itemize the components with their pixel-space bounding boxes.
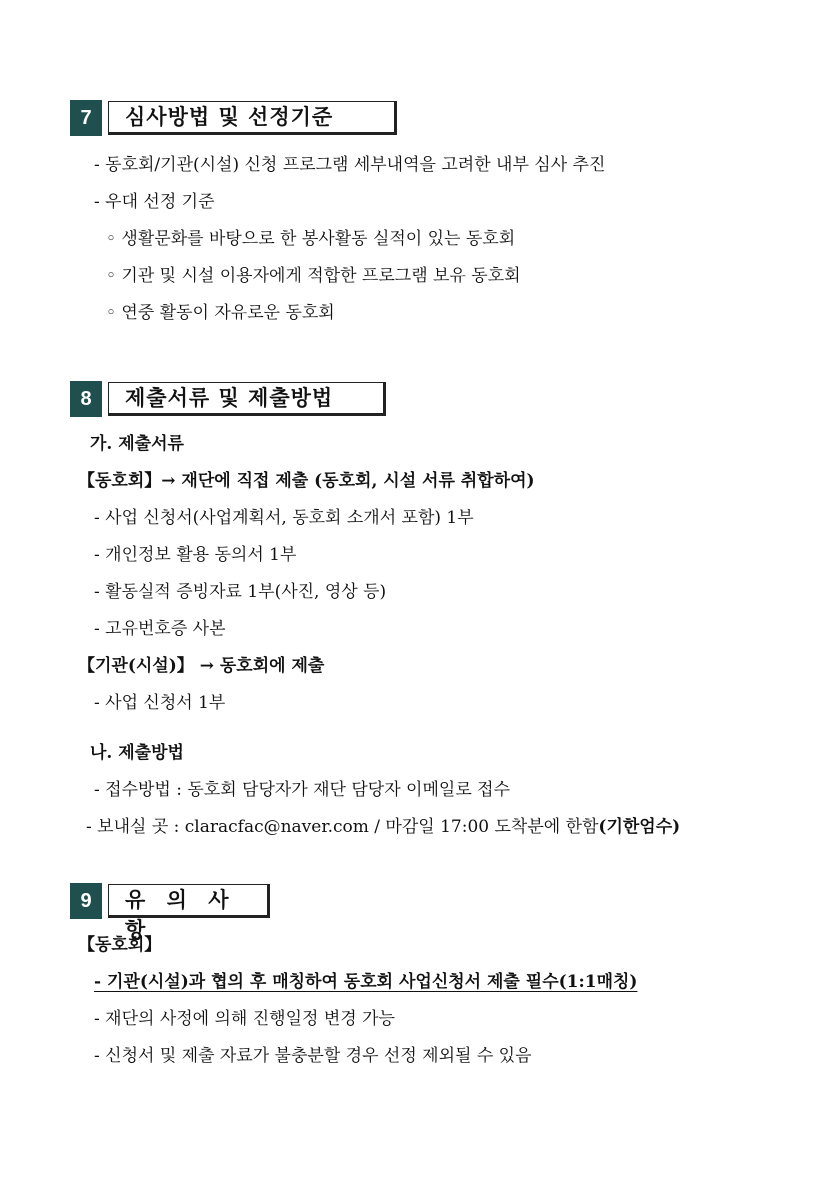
club-document-4: - 고유번호증 사본 [94,619,226,639]
section-9-number: 9 [70,883,102,919]
deadline-strict-note: (기한엄수) [598,817,681,837]
institution-submission-header: 【기관(시설)】 → 동호회에 제출 [78,656,325,676]
section-7-criteria-1: ◦ 생활문화를 바탕으로 한 봉사활동 실적이 있는 동호회 [106,229,516,249]
section-9-club-header: 【동호회】 [78,935,162,955]
club-submission-header: 【동호회】→ 재단에 직접 제출 (동호회, 시설 서류 취합하여) [78,471,535,491]
section-7-criteria-2: ◦ 기관 및 시설 이용자에게 적합한 프로그램 보유 동호회 [106,266,521,286]
submission-method: - 접수방법 : 동호회 담당자가 재단 담당자 이메일로 접수 [94,780,510,800]
notice-item-1: - 기관(시설)과 협의 후 매칭하여 동호회 사업신청서 제출 필수(1:1매칭) [94,972,638,992]
notice-item-3: - 신청서 및 제출 자료가 불충분할 경우 선정 제외될 수 있음 [94,1046,532,1066]
section-7-number: 7 [70,100,102,136]
section-8-title: 제출서류 및 제출방법 [108,382,386,416]
section-9-title: 유 의 사 항 [108,884,270,918]
section-8-number: 8 [70,381,102,417]
section-7-line-2: - 우대 선정 기준 [94,192,215,212]
section-7-title: 심사방법 및 선정기준 [108,101,397,135]
club-document-1: - 사업 신청서(사업계획서, 동호회 소개서 포함) 1부 [94,508,474,528]
club-document-3: - 활동실적 증빙자료 1부(사진, 영상 등) [94,582,387,602]
submission-address [86,816,680,838]
institution-document-1: - 사업 신청서 1부 [94,693,226,713]
section-7-line-1: - 동호회/기관(시설) 신청 프로그램 세부내역을 고려한 내부 심사 추진 [94,155,606,175]
submission-address-text: - 보내실 곳 : claracfac@naver.com / 마감일 17:00 도착분에 한함 [86,817,599,837]
club-document-2: - 개인정보 활용 동의서 1부 [94,545,297,565]
notice-item-2: - 재단의 사정에 의해 진행일정 변경 가능 [94,1009,395,1029]
section-8-sub-a: 가. 제출서류 [90,434,184,454]
section-8-sub-b: 나. 제출방법 [90,743,184,763]
section-7-criteria-3: ◦ 연중 활동이 자유로운 동호회 [106,303,335,323]
